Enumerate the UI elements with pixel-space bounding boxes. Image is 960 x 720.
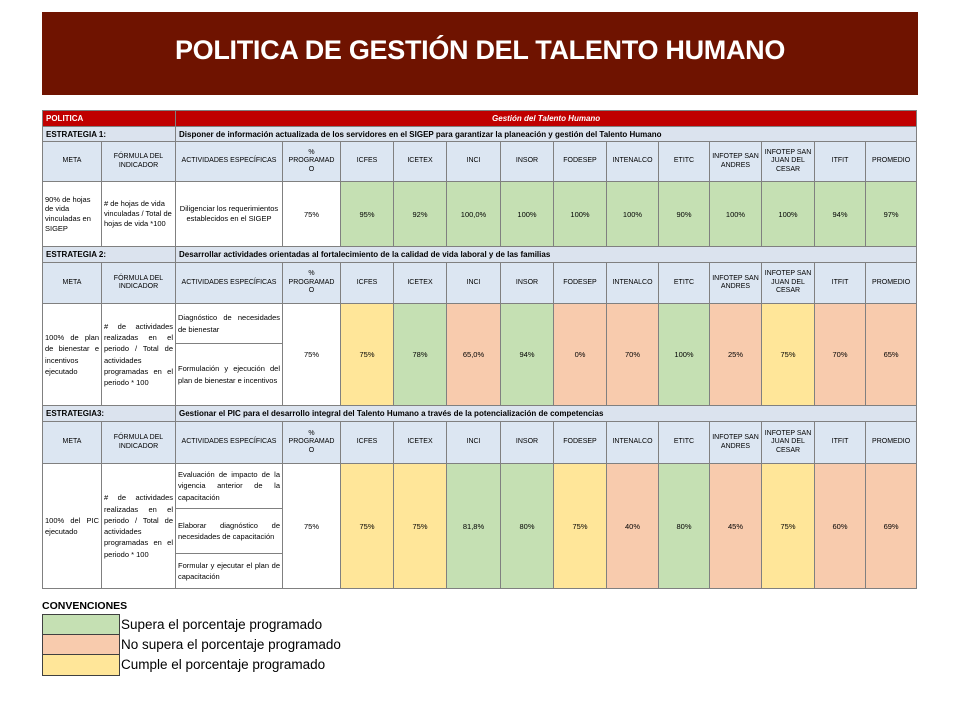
formula-cell: # de actividades realizadas en el periodo / Total de actividades programadas en el periodo * 100	[102, 464, 176, 589]
activity-cell: Evaluación de impacto de la vigencia anterior de la capacitación	[176, 464, 283, 509]
result-cell-etitc: 90%	[659, 182, 710, 247]
result-cell-promedio: 69%	[866, 464, 917, 589]
legend-swatch-no-supera	[42, 634, 120, 656]
legend-item-no-supera	[42, 634, 341, 655]
result-cell-intenalco: 100%	[607, 182, 659, 247]
column-header-intenalco: INTENALCO	[607, 142, 659, 182]
result-cell-itfit: 60%	[815, 464, 866, 589]
page-title: POLITICA DE GESTIÓN DEL TALENTO HUMANO	[174, 35, 786, 65]
result-cell-insor: 94%	[501, 304, 554, 406]
column-header-itfit: ITFIT	[815, 263, 866, 304]
column-header-icetex: ICETEX	[394, 263, 447, 304]
column-header-insor: INSOR	[501, 263, 554, 304]
header-row	[43, 422, 917, 464]
result-cell-promedio: 97%	[866, 182, 917, 247]
programado-cell: 75%	[283, 464, 341, 589]
column-header-formula-del-indicador: FÓRMULA DEL INDICADOR	[102, 142, 176, 182]
programado-cell: 75%	[283, 182, 341, 247]
column-header-inci: INCI	[447, 142, 501, 182]
data-row	[43, 304, 917, 344]
strategy-label: ESTRATEGIA3:	[43, 406, 176, 422]
legend-swatch-cumple	[42, 654, 120, 676]
column-header-itfit: ITFIT	[815, 142, 866, 182]
column-header-etitc: ETITC	[659, 263, 710, 304]
legend-item-supera	[42, 614, 341, 635]
result-cell-itfit: 70%	[815, 304, 866, 406]
formula-cell: # de actividades realizadas en el periodo / Total de actividades programadas en el periodo * 100	[102, 304, 176, 406]
legend-label-cumple: Cumple el porcentaje programado	[121, 657, 326, 672]
politica-label: POLITICA	[43, 111, 176, 127]
column-header-fodesep: FODESEP	[554, 263, 607, 304]
result-cell-icetex: 78%	[394, 304, 447, 406]
result-cell-infotep-san-andres: 25%	[710, 304, 762, 406]
result-cell-icetex: 92%	[394, 182, 447, 247]
column-header-promedio: PROMEDIO	[866, 142, 917, 182]
table-body	[43, 111, 917, 589]
strategy-description: Gestionar el PIC para el desarrollo integral del Talento Humano a través de la potencialización de competencias	[176, 406, 917, 422]
activity-cell: Diagnóstico de necesidades de bienestar	[176, 304, 283, 344]
column-header-infotep-san-juan-del-cesar: INFOTEP SAN JUAN DEL CESAR	[762, 422, 815, 464]
meta-cell: 100% de plan de bienestar e incentivos ejecutado	[43, 304, 102, 406]
result-cell-fodesep: 75%	[554, 464, 607, 589]
column-header-actividades-especificas: ACTIVIDADES ESPECÍFICAS	[176, 263, 283, 304]
column-header-infotep-san-juan-del-cesar: INFOTEP SAN JUAN DEL CESAR	[762, 142, 815, 182]
column-header-icetex: ICETEX	[394, 422, 447, 464]
data-row	[43, 464, 917, 509]
result-cell-infotep-san-andres: 45%	[710, 464, 762, 589]
column-header-actividades-especificas: ACTIVIDADES ESPECÍFICAS	[176, 422, 283, 464]
column-header-intenalco: INTENALCO	[607, 263, 659, 304]
meta-cell: 90% de hojas de vida vinculadas en SIGEP	[43, 182, 102, 247]
activity-cell: Diligenciar los requerimientos establecidos en el SIGEP	[176, 182, 283, 247]
result-cell-infotep-san-juan-del-cesar: 100%	[762, 182, 815, 247]
legend	[42, 614, 341, 675]
result-cell-icfes: 95%	[341, 182, 394, 247]
column-header-infotep-san-andres: INFOTEP SAN ANDRES	[710, 263, 762, 304]
result-cell-infotep-san-andres: 100%	[710, 182, 762, 247]
result-cell-infotep-san-juan-del-cesar: 75%	[762, 304, 815, 406]
column-header-itfit: ITFIT	[815, 422, 866, 464]
strategy-row	[43, 247, 917, 263]
column-header-fodesep: FODESEP	[554, 142, 607, 182]
result-cell-promedio: 65%	[866, 304, 917, 406]
column-header-intenalco: INTENALCO	[607, 422, 659, 464]
column-header-formula-del-indicador: FÓRMULA DEL INDICADOR	[102, 422, 176, 464]
column-header-infotep-san-andres: INFOTEP SAN ANDRES	[710, 142, 762, 182]
strategy-label: ESTRATEGIA 1:	[43, 127, 176, 142]
result-cell-etitc: 100%	[659, 304, 710, 406]
column-header-etitc: ETITC	[659, 422, 710, 464]
strategy-row	[43, 406, 917, 422]
data-row	[43, 182, 917, 247]
column-header-meta: META	[43, 263, 102, 304]
strategy-description: Disponer de información actualizada de los servidores en el SIGEP para garantizar la planeación y gestión del Talento Humano	[176, 127, 917, 142]
column-header-inci: INCI	[447, 263, 501, 304]
column-header-formula-del-indicador: FÓRMULA DEL INDICADOR	[102, 263, 176, 304]
activity-cell: Formulación y ejecución del plan de bienestar e incentivos	[176, 344, 283, 406]
header-row	[43, 142, 917, 182]
result-cell-insor: 100%	[501, 182, 554, 247]
result-cell-icfes: 75%	[341, 304, 394, 406]
column-header-icfes: ICFES	[341, 263, 394, 304]
column-header-insor: INSOR	[501, 142, 554, 182]
legend-label-no-supera: No supera el porcentaje programado	[121, 637, 341, 652]
column-header-etitc: ETITC	[659, 142, 710, 182]
result-cell-intenalco: 40%	[607, 464, 659, 589]
politica-table	[42, 110, 917, 589]
result-cell-intenalco: 70%	[607, 304, 659, 406]
result-cell-itfit: 94%	[815, 182, 866, 247]
column-header-icfes: ICFES	[341, 422, 394, 464]
result-cell-inci: 100,0%	[447, 182, 501, 247]
result-cell-etitc: 80%	[659, 464, 710, 589]
politica-row	[43, 111, 917, 127]
column-header-programado: % PROGRAMADO	[283, 263, 341, 304]
result-cell-infotep-san-juan-del-cesar: 75%	[762, 464, 815, 589]
politica-value: Gestión del Talento Humano	[176, 111, 917, 127]
result-cell-icfes: 75%	[341, 464, 394, 589]
strategy-row	[43, 127, 917, 142]
activity-cell: Elaborar diagnóstico de necesidades de capacitación	[176, 509, 283, 554]
column-header-meta: META	[43, 422, 102, 464]
column-header-meta: META	[43, 142, 102, 182]
legend-swatch-supera	[42, 614, 120, 636]
legend-title: CONVENCIONES	[42, 600, 128, 612]
legend-item-cumple	[42, 654, 341, 675]
result-cell-fodesep: 0%	[554, 304, 607, 406]
column-header-promedio: PROMEDIO	[866, 263, 917, 304]
activity-cell: Formular y ejecutar el plan de capacitación	[176, 554, 283, 589]
result-cell-inci: 65,0%	[447, 304, 501, 406]
column-header-icfes: ICFES	[341, 142, 394, 182]
column-header-icetex: ICETEX	[394, 142, 447, 182]
legend-label-supera: Supera el porcentaje programado	[121, 617, 323, 632]
meta-cell: 100% del PIC ejecutado	[43, 464, 102, 589]
column-header-programado: % PROGRAMADO	[283, 422, 341, 464]
column-header-infotep-san-andres: INFOTEP SAN ANDRES	[710, 422, 762, 464]
result-cell-inci: 81,8%	[447, 464, 501, 589]
column-header-actividades-especificas: ACTIVIDADES ESPECÍFICAS	[176, 142, 283, 182]
formula-cell: # de hojas de vida vinculadas / Total de hojas de vida *100	[102, 182, 176, 247]
programado-cell: 75%	[283, 304, 341, 406]
strategy-label: ESTRATEGIA 2:	[43, 247, 176, 263]
strategy-description: Desarrollar actividades orientadas al fortalecimiento de la calidad de vida laboral y de las familias	[176, 247, 917, 263]
column-header-infotep-san-juan-del-cesar: INFOTEP SAN JUAN DEL CESAR	[762, 263, 815, 304]
result-cell-fodesep: 100%	[554, 182, 607, 247]
result-cell-insor: 80%	[501, 464, 554, 589]
column-header-promedio: PROMEDIO	[866, 422, 917, 464]
header-row	[43, 263, 917, 304]
result-cell-icetex: 75%	[394, 464, 447, 589]
column-header-inci: INCI	[447, 422, 501, 464]
title-banner	[42, 12, 918, 95]
column-header-insor: INSOR	[501, 422, 554, 464]
column-header-fodesep: FODESEP	[554, 422, 607, 464]
column-header-programado: % PROGRAMADO	[283, 142, 341, 182]
